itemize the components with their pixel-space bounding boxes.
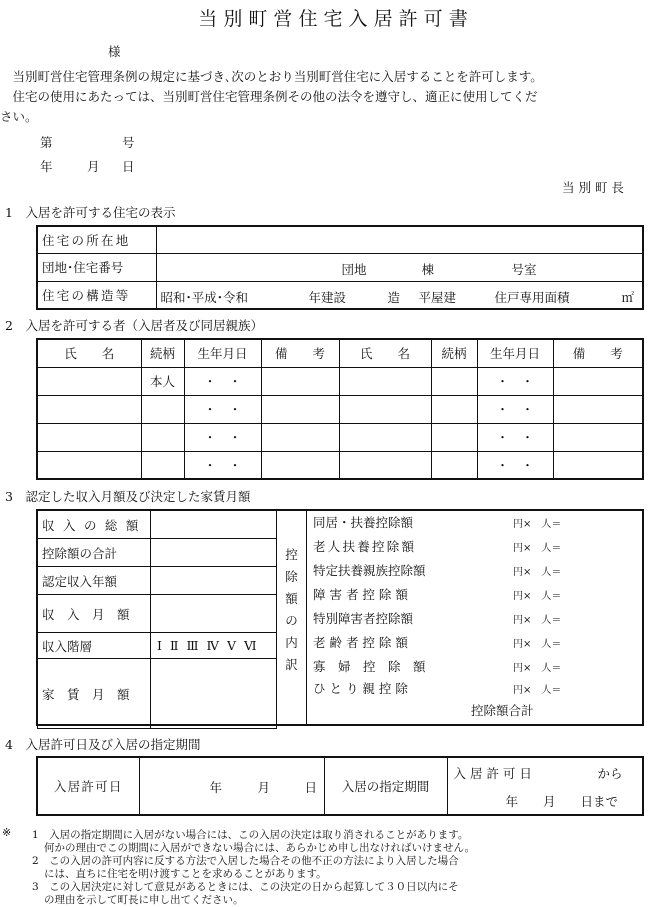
monthly-income-value[interactable] [151,595,277,633]
resident-relation[interactable] [431,451,477,479]
resident-relation: 本人 [141,367,184,395]
header-birth-2: 生年月日 [477,339,553,367]
breakdown-char: 額 [285,591,298,606]
income-total-label: 収 入 の 総 額 [38,511,151,539]
resident-name[interactable] [339,451,431,479]
header-relation-1: 続柄 [141,339,184,367]
deduction-label: 寡 婦 控 除 額 [313,659,426,674]
deduction-calc[interactable]: 円× 人＝ [513,639,562,650]
doc-number-suffix: 号 [122,135,135,150]
deduction-item [313,513,633,537]
deduction-total-label: 控除額合計 [471,703,534,718]
income-box [36,509,644,726]
resident-name[interactable] [339,423,431,451]
note-line-3: 2 この入居の許可内容に反する方法で入居した場合その他不正の方法により入居した場合 [32,855,459,867]
resident-relation[interactable] [141,423,184,451]
breakdown-label [276,510,307,725]
resident-name[interactable] [37,451,141,479]
deduction-item [313,657,633,679]
permit-month: 月 [257,780,271,795]
issuer: 当 別 町 長 [562,180,624,195]
deduction-label: 老人扶養控除額 [313,539,417,554]
deduction-calc[interactable]: 円× 人＝ [513,615,562,626]
resident-birth[interactable]: ・ ・ [477,367,553,395]
built-label: 年建設 [308,289,347,305]
deduction-item [313,585,633,609]
certified-annual-value[interactable] [151,567,277,595]
income-total-value[interactable] [151,511,277,539]
goshitsu-label: 号室 [511,261,537,277]
rent-value[interactable] [151,659,277,729]
number-label: 団地･住宅番号 [37,253,156,281]
breakdown-char: の [285,613,298,628]
number-value[interactable] [156,253,643,281]
income-level-options[interactable] [151,633,277,659]
note-line-5: 3 この入居決定に対して意見があるときには、この決定の日から起算して３０日以内にそ [32,881,459,893]
residents-table [36,338,644,480]
resident-relation[interactable] [431,367,477,395]
intro-line-1: 当別町営住宅管理条例の規定に基づき､次のとおり当別町営住宅に入居することを許可します。 [0,69,543,84]
header-birth-1: 生年月日 [184,339,261,367]
page-title: 当 別 町 営 住 宅 入 居 許 可 書 [198,8,468,30]
header-name-1: 氏 名 [37,339,141,367]
header-name-2: 氏 名 [339,339,431,367]
doc-number-prefix: 第 [40,135,53,150]
intro-line-2: 住宅の使用にあたっては、当別町営住宅管理条例その他の法令を遵守し、適正に使用してくだ [0,89,538,104]
deduction-calc[interactable]: 円× 人＝ [513,519,562,530]
area-unit: ㎡ [621,289,635,305]
income-table [37,510,277,729]
deduction-sum-label: 控除額の合計 [38,539,151,567]
certified-annual-label: 認定収入年額 [38,567,151,595]
from-suffix: から [597,766,623,781]
deduction-label: 老 齢 者 控 除 額 [313,635,408,650]
rent-label: 家 賃 月 額 [38,659,151,729]
hiraya-label: 平屋建 [418,289,457,305]
resident-remarks[interactable] [261,367,339,395]
level-4[interactable]: Ⅳ [206,638,220,653]
resident-remarks[interactable] [261,451,339,479]
era-label: 昭和･平成･令和 [160,289,249,305]
zo-label: 造 [387,289,401,305]
deduction-label: 特定扶養親族控除額 [313,563,426,578]
structure-label: 住宅の構造等 [37,281,156,309]
deduction-label: 障 害 者 控 除 額 [313,587,408,602]
doc-date-day: 日 [122,159,135,174]
section-2-heading: 2 入居を許可する者（入居者及び同居親族） [5,318,263,333]
permit-date-label: 入居許可日 [37,757,139,815]
deduction-calc[interactable]: 円× 人＝ [513,567,562,578]
resident-relation[interactable] [431,423,477,451]
resident-name[interactable] [37,395,141,423]
deduction-item [313,609,633,633]
level-6[interactable]: Ⅵ [244,638,257,653]
level-3[interactable]: Ⅲ [186,638,199,653]
level-5[interactable]: Ⅴ [227,638,237,653]
from-label: 入 居 許 可 日 [453,766,532,781]
deduction-item [313,561,633,585]
note-line-6: の理由を示して町長に申し出てください。 [44,894,244,906]
breakdown-char: 除 [285,569,298,584]
designated-period-value[interactable] [447,757,643,815]
period-table [36,756,644,816]
level-1[interactable]: Ⅰ [157,638,162,653]
structure-value[interactable] [156,281,643,309]
table-row [37,423,643,451]
note-line-1: 1 入居の指定期間に入居がない場合には、この入居の決定は取り消されることがあります。 [32,829,469,841]
income-level-label: 収入階層 [38,633,151,659]
mune-label: 棟 [421,261,435,277]
location-value[interactable] [156,226,643,253]
deduction-list [313,513,633,723]
table-row [37,451,643,479]
breakdown-char: 内 [285,635,298,650]
designated-period-label: 入居の指定期間 [324,757,447,815]
resident-name[interactable] [37,423,141,451]
resident-birth[interactable]: ・ ・ [477,423,553,451]
table-row [37,367,643,395]
notes-mark: ※ [2,826,12,839]
resident-birth[interactable]: ・ ・ [184,395,261,423]
section-3-heading: 3 認定した収入月額及び決定した家賃月額 [5,489,251,504]
resident-birth[interactable]: ・ ・ [184,451,261,479]
resident-name[interactable] [339,367,431,395]
danchi-label: 団地 [341,261,367,277]
permit-year: 年 [209,780,223,795]
resident-remarks[interactable] [261,395,339,423]
note-line-2: 何かの理由でこの期間に入居ができない場合には、あらかじめ申し出なければいけません。 [44,842,476,854]
resident-name[interactable] [339,395,431,423]
resident-birth[interactable]: ・ ・ [184,423,261,451]
intro-line-3: さい。 [0,109,38,124]
header-remarks-2: 備 考 [553,339,643,367]
doc-date-year: 年 [40,159,53,174]
area-label: 住戸専用面積 [494,289,570,305]
deduction-calc[interactable]: 円× 人＝ [513,543,562,554]
resident-remarks[interactable] [553,423,643,451]
deduction-sum-value[interactable] [151,539,277,567]
deduction-item [313,633,633,657]
level-2[interactable]: Ⅱ [169,638,179,653]
section-1-heading: 1 入居を許可する住宅の表示 [5,205,176,220]
breakdown-char: 訳 [285,657,298,672]
deduction-calc[interactable]: 円× 人＝ [513,591,562,602]
until-label: 年 月 日まで [505,794,619,809]
section-4-heading: 4 入居許可日及び入居の指定期間 [5,737,201,752]
permit-date-value[interactable] [139,757,324,815]
breakdown-char: 控 [285,547,298,562]
resident-birth[interactable]: ・ ・ [184,367,261,395]
housing-table [36,225,644,310]
resident-relation[interactable] [141,451,184,479]
table-row [37,395,643,423]
deduction-label: ひ と り 親 控 除 [313,681,408,696]
deduction-total-row [313,701,633,723]
resident-birth[interactable]: ・ ・ [477,395,553,423]
note-line-4: には、直ちに住宅を明け渡すことを求めることがあります。 [44,868,327,880]
resident-remarks[interactable] [553,395,643,423]
resident-relation[interactable] [431,395,477,423]
doc-date-month: 月 [87,159,100,174]
header-remarks-1: 備 考 [261,339,339,367]
resident-remarks[interactable] [553,367,643,395]
header-relation-2: 続柄 [431,339,477,367]
resident-remarks[interactable] [261,423,339,451]
deduction-label: 同居・扶養控除額 [313,515,414,530]
deduction-item [313,679,633,701]
location-label: 住宅の所在地 [37,226,156,253]
resident-relation[interactable] [141,395,184,423]
resident-name[interactable] [37,367,141,395]
monthly-income-label: 収 入 月 額 [38,595,151,633]
permit-day: 日 [304,780,318,795]
resident-birth[interactable]: ・ ・ [477,451,553,479]
deduction-calc[interactable]: 円× 人＝ [513,685,562,696]
resident-remarks[interactable] [553,451,643,479]
deduction-label: 特別障害者控除額 [313,611,414,626]
deduction-item [313,537,633,561]
deduction-calc[interactable]: 円× 人＝ [513,663,562,674]
addressee-suffix: 様 [108,44,121,59]
